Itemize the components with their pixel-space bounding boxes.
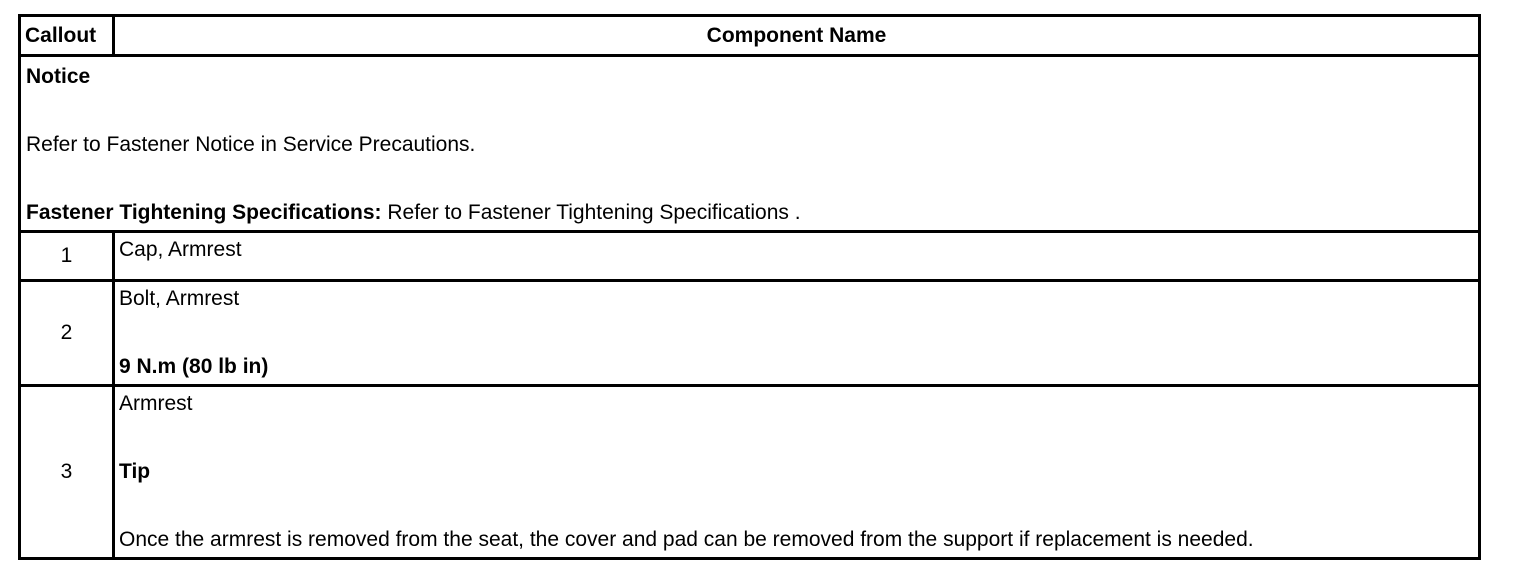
notice-row xyxy=(20,56,1480,232)
component-table-container xyxy=(18,14,1481,560)
callout-number: 2 xyxy=(20,281,114,386)
table-header-row xyxy=(20,16,1480,56)
fastener-spec-label: Fastener Tightening Specifications: xyxy=(26,201,382,224)
callout-number: 1 xyxy=(20,232,114,281)
component-cell xyxy=(114,386,1480,559)
torque-spec: 9 N.m (80 lb in) xyxy=(119,355,269,378)
notice-text: Refer to Fastener Notice in Service Precautions. xyxy=(26,133,476,156)
component-cell xyxy=(114,281,1480,386)
callout-number: 3 xyxy=(20,386,114,559)
tip-text: Once the armrest is removed from the seat, the cover and pad can be removed from the support if replacement is needed. xyxy=(119,528,1254,551)
tip-heading: Tip xyxy=(119,460,151,483)
table-row xyxy=(20,386,1480,559)
component-name: Bolt, Armrest xyxy=(119,287,240,310)
table-row xyxy=(20,281,1480,386)
component-name: Armrest xyxy=(119,392,193,415)
table-row xyxy=(20,232,1480,281)
fastener-spec-line xyxy=(26,201,1473,225)
notice-heading: Notice xyxy=(26,65,91,88)
callout-column-header: Callout xyxy=(20,16,114,56)
component-name-column-header: Component Name xyxy=(114,16,1480,56)
fastener-spec-text: Refer to Fastener Tightening Specifications . xyxy=(381,201,801,224)
component-name: Cap, Armrest xyxy=(114,232,1480,281)
component-table xyxy=(18,14,1481,560)
notice-cell xyxy=(20,56,1480,232)
